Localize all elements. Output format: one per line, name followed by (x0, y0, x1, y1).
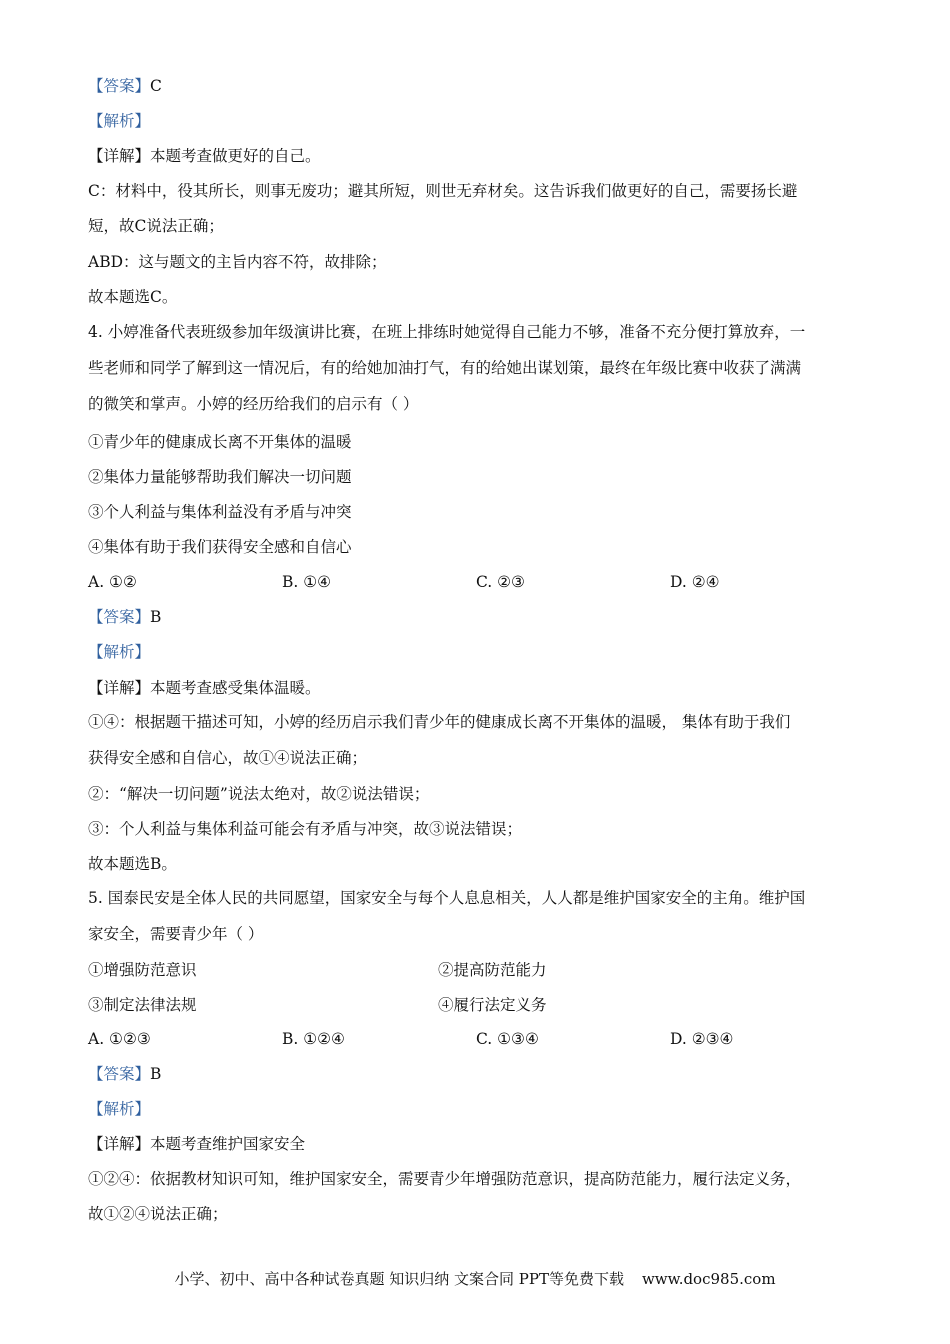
page-footer (0, 1268, 950, 1290)
detail-tag: 【详解】 (88, 679, 151, 697)
answer-tag: 【答案】 (88, 1065, 151, 1083)
q3-answer-line (88, 74, 162, 98)
q4-conclusion: 故本题选B。 (88, 855, 177, 873)
q5-answer-line (88, 1062, 161, 1086)
q4-option-d: D. ②④ (670, 573, 720, 591)
q3-explain-abd: ABD：这与题文的主旨内容不符，故排除； (88, 253, 387, 271)
q4-option-a: A. ①② (88, 573, 137, 591)
q3-explain-c1: C：材料中，役其所长，则事无废功；避其所短，则世无弃材矣。这告诉我们做更好的自己，需要扬长避 (88, 182, 798, 200)
q4-item-4: ④集体有助于我们获得安全感和自信心 (88, 538, 352, 556)
answer-content (88, 74, 864, 1244)
q5-detail-line (88, 1132, 305, 1156)
q5-explain-1b: 故①②④说法正确； (88, 1205, 228, 1223)
answer-value: B (150, 608, 162, 626)
q4-explain-2: ②：“解决一切问题”说法太绝对，故②说法错误； (88, 785, 430, 803)
detail-text: 本题考查维护国家安全 (150, 1135, 306, 1153)
analysis-tag: 【解析】 (88, 112, 151, 130)
q4-option-b: B. ①④ (282, 573, 332, 591)
analysis-tag: 【解析】 (88, 1100, 151, 1118)
q4-item-1: ①青少年的健康成长离不开集体的温暖 (88, 433, 352, 451)
q5-item-3: ③制定法律法规 (88, 996, 197, 1014)
q4-stem-3: 的微笑和掌声。小婷的经历给我们的启示有（ ） (88, 395, 419, 413)
q5-option-a: A. ①②③ (88, 1030, 151, 1048)
answer-tag: 【答案】 (88, 77, 151, 95)
q4-options (88, 570, 864, 594)
q5-stem-2: 家安全，需要青少年（ ） (88, 925, 264, 943)
q5-items-row-1 (88, 958, 864, 982)
analysis-tag: 【解析】 (88, 643, 151, 661)
q5-item-2: ②提高防范能力 (438, 961, 547, 979)
answer-value: B (150, 1065, 162, 1083)
q5-options (88, 1027, 864, 1051)
q3-detail-line (88, 144, 321, 168)
q4-stem-1: 4. 小婷准备代表班级参加年级演讲比赛，在班上排练时她觉得自己能力不够，准备不充分便打算放弃，一 (88, 323, 806, 341)
footer-site-link[interactable]: www.doc985.com (641, 1270, 776, 1288)
detail-text: 本题考查感受集体温暖。 (150, 679, 321, 697)
detail-text: 本题考查做更好的自己。 (150, 147, 321, 165)
q4-option-c: C. ②③ (476, 573, 525, 591)
q4-explain-1b: 获得安全感和自信心，故①④说法正确； (88, 749, 368, 767)
q5-stem-1: 5. 国泰民安是全体人民的共同愿望，国家安全与每个人息息相关，人人都是维护国家安全的主角。维护国 (88, 889, 806, 907)
q4-detail-line (88, 676, 321, 700)
q4-item-2: ②集体力量能够帮助我们解决一切问题 (88, 468, 352, 486)
detail-tag: 【详解】 (88, 1135, 151, 1153)
q5-explain-1a: ①②④：依据教材知识可知，维护国家安全，需要青少年增强防范意识，提高防范能力，履行法定义务， (88, 1170, 802, 1188)
footer-text: 小学、初中、高中各种试卷真题 知识归纳 文案合同 PPT等免费下载 (174, 1270, 624, 1288)
q5-option-b: B. ①②④ (282, 1030, 345, 1048)
q3-explain-c2: 短，故C说法正确； (88, 217, 224, 235)
q4-stem-2: 些老师和同学了解到这一情况后，有的给她加油打气，有的给她出谋划策，最终在年级比赛中收获了满满 (88, 359, 802, 377)
answer-tag: 【答案】 (88, 608, 151, 626)
q5-item-4: ④履行法定义务 (438, 996, 547, 1014)
q5-item-1: ①增强防范意识 (88, 961, 197, 979)
answer-value: C (150, 77, 162, 95)
detail-tag: 【详解】 (88, 147, 151, 165)
q4-explain-1a: ①④：根据题干描述可知，小婷的经历启示我们青少年的健康成长离不开集体的温暖， 集体有助于我们 (88, 713, 791, 731)
q5-items-row-2 (88, 993, 864, 1017)
q4-explain-3: ③：个人利益与集体利益可能会有矛盾与冲突，故③说法错误； (88, 820, 523, 838)
q5-option-c: C. ①③④ (476, 1030, 539, 1048)
q4-item-3: ③个人利益与集体利益没有矛盾与冲突 (88, 503, 352, 521)
q3-conclusion: 故本题选C。 (88, 288, 178, 306)
q5-option-d: D. ②③④ (670, 1030, 734, 1048)
q4-answer-line (88, 605, 161, 629)
